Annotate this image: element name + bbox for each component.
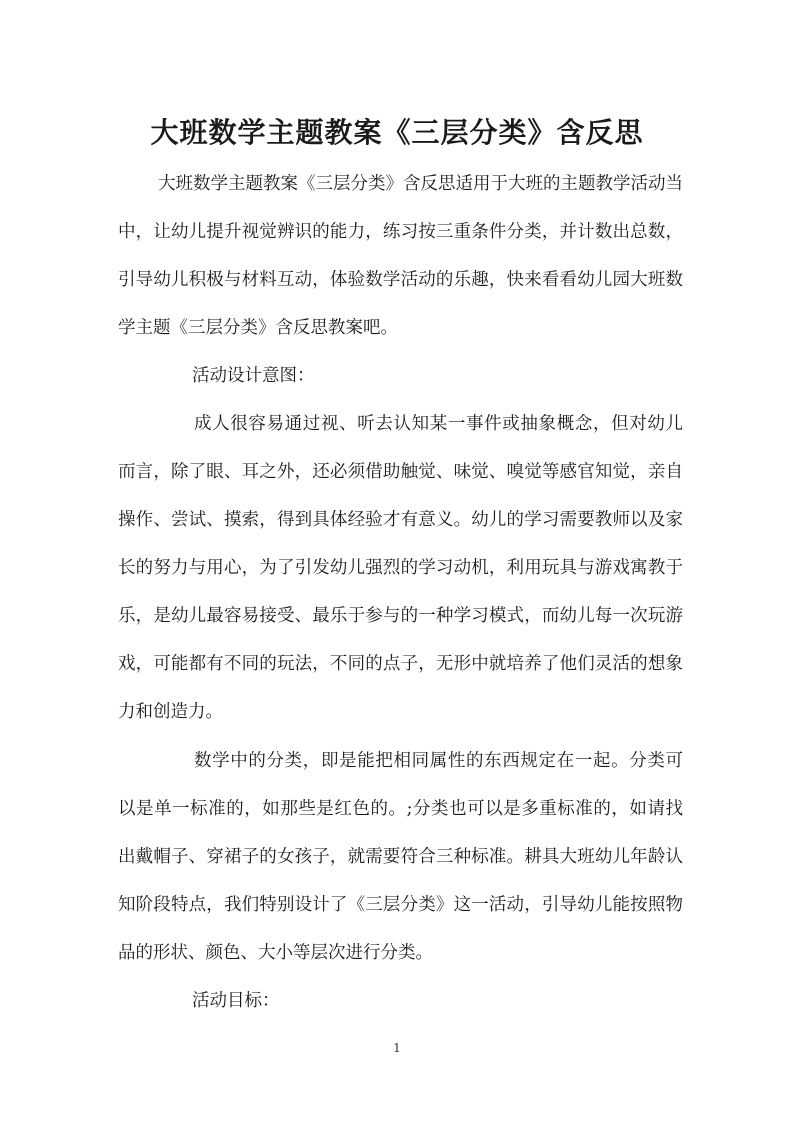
design-intent-paragraph: 成人很容易通过视、听去认知某一事件或抽象概念，但对幼儿而言，除了眼、耳之外，还必须借助触觉、味觉、嗅觉等感官知觉，亲自操作、尝试、摸索，得到具体经验才有意义。幼儿的学习需要教师以及家长的努力与用心，为了引发幼儿强烈的学习动机，利用玩具与游戏寓教于乐，是幼儿最容易接受、最乐于参与的一种学习模式，而幼儿每一次玩游戏，可能都有不同的玩法，不同的点子，无形中就培养了他们灵活的想象力和创造力。	[118, 414, 683, 722]
page-number: 1	[393, 1041, 401, 1055]
section-heading-objectives: 活动目标：	[192, 991, 280, 1011]
intro-paragraph: 大班数学主题教案《三层分类》含反思适用于大班的主题教学活动当中，让幼儿提升视觉辨识的能力，练习按三重条件分类，并计数出总数，引导幼儿积极与材料互动，体验数学活动的乐趣，快来看看幼儿园大班数学主题《三层分类》含反思教案吧。	[118, 174, 683, 338]
document-title: 大班数学主题教案《三层分类》含反思	[150, 115, 644, 149]
classification-paragraph: 数学中的分类，即是能把相同属性的东西规定在一起。分类可以是单一标准的，如那些是红色的。;分类也可以是多重标准的，如请找出戴帽子、穿裙子的女孩子，就需要符合三种标准。耕具大班幼儿年龄认知阶段特点，我们特别设计了《三层分类》这一活动，引导幼儿能按照物品的形状、颜色、大小等层次进行分类。	[118, 751, 683, 963]
section-heading-design-intent: 活动设计意图：	[192, 366, 315, 386]
